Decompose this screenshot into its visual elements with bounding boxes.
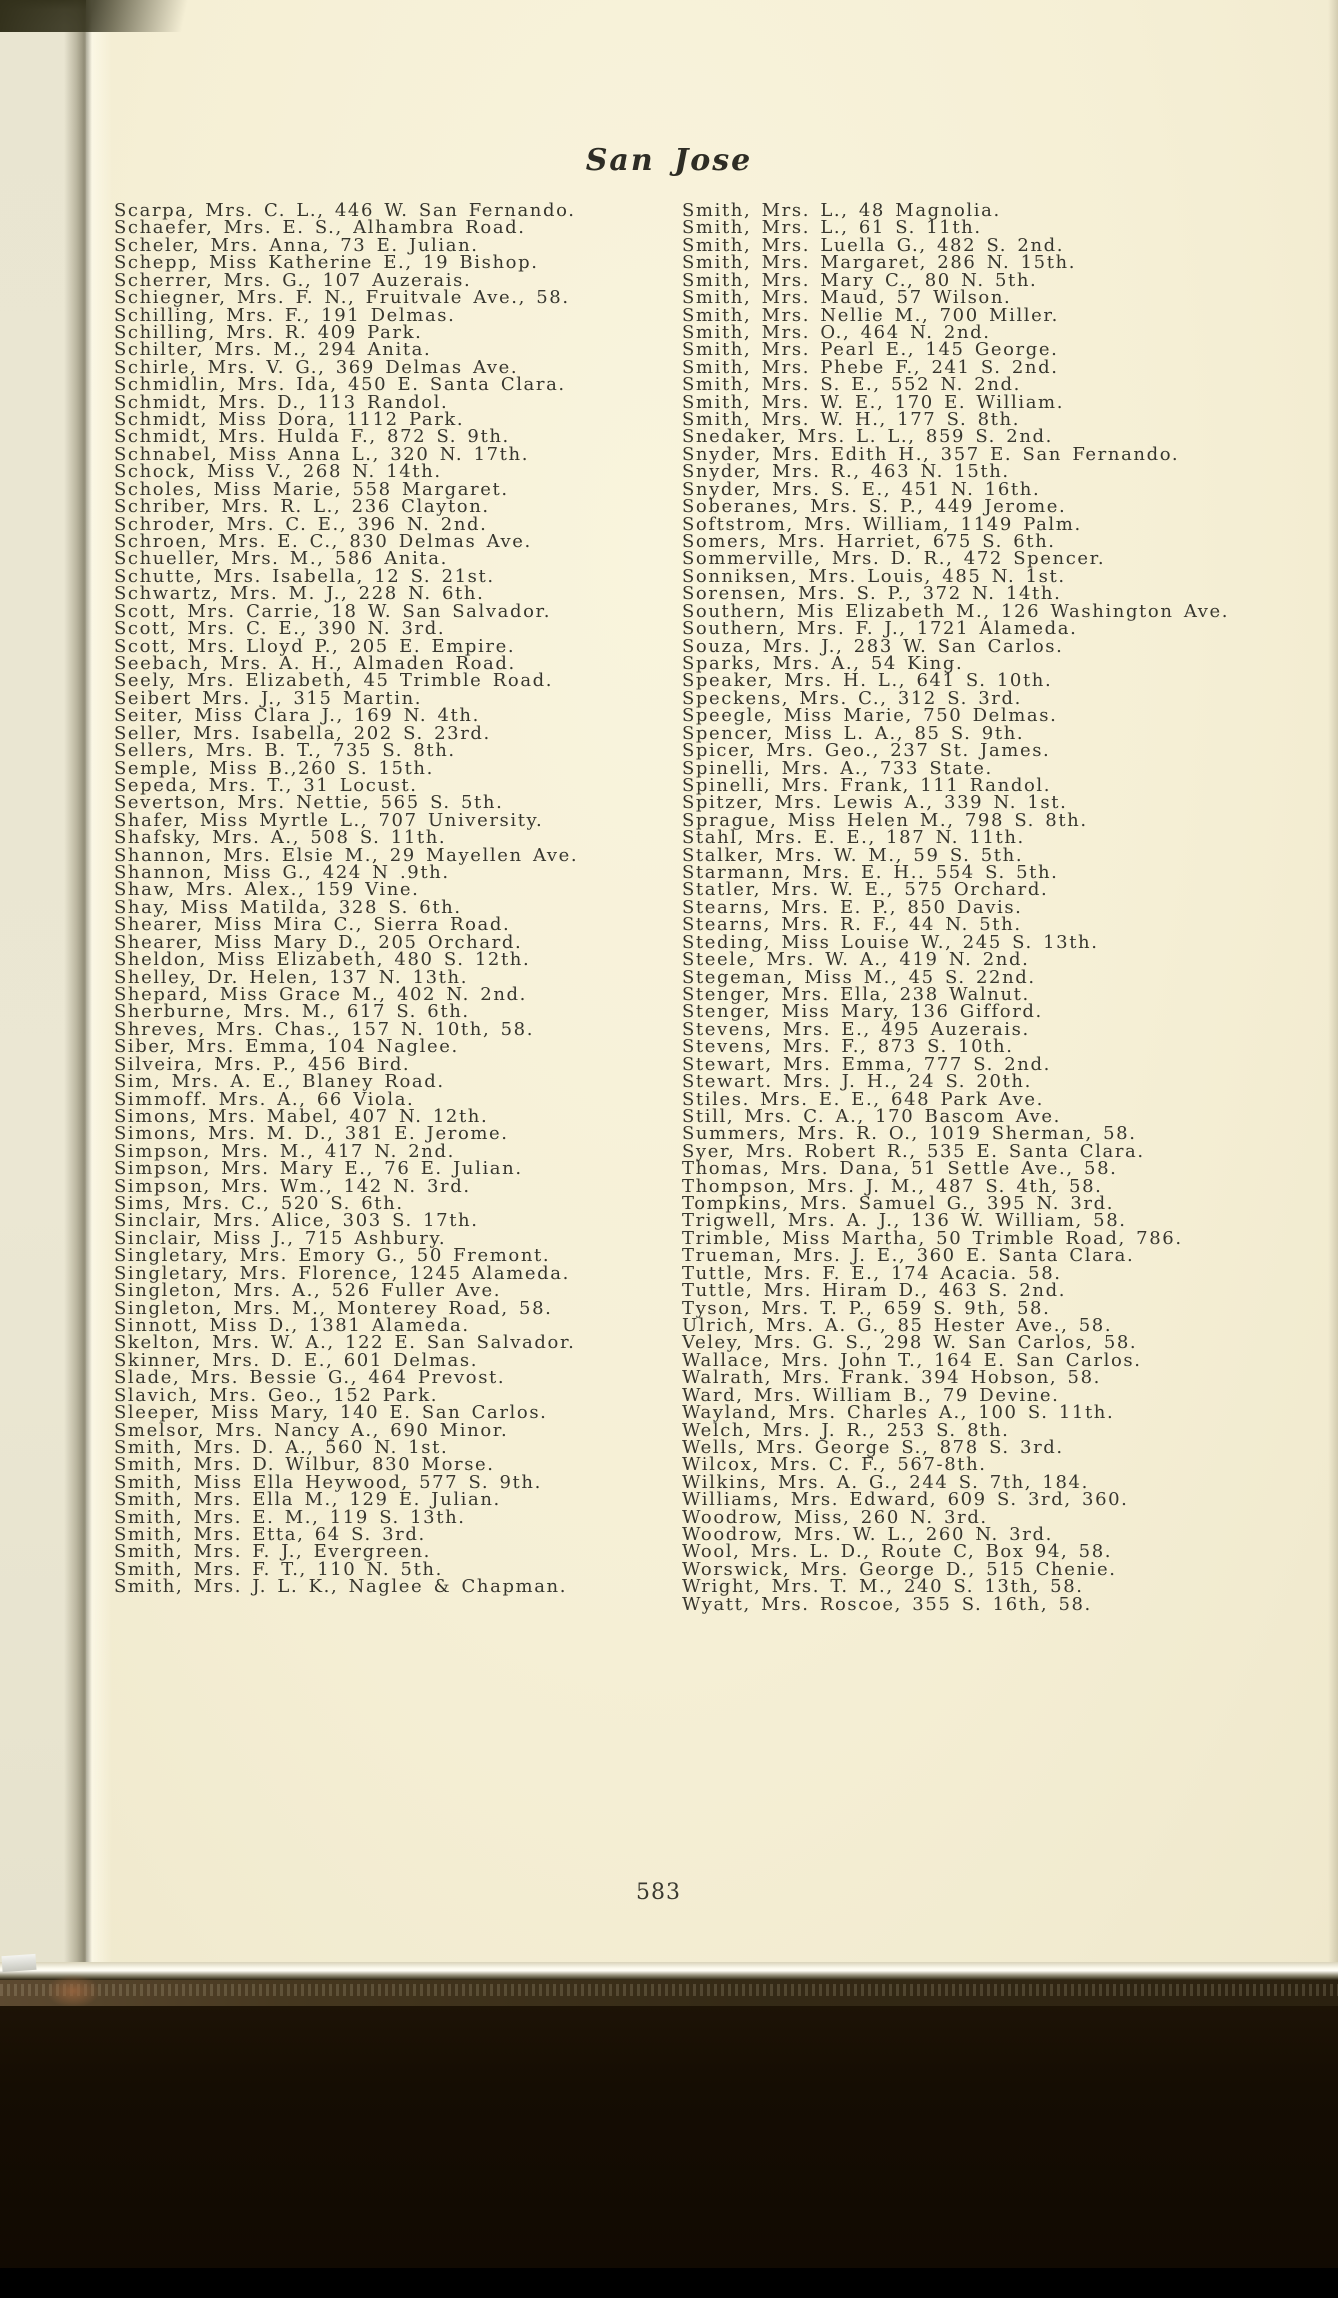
directory-entry: Schmidt, Mrs. D., 113 Randol. bbox=[114, 391, 449, 413]
directory-entry: Sinclair, Mrs. Alice, 303 S. 17th. bbox=[114, 1210, 479, 1232]
directory-entry: Slade, Mrs. Bessie G., 464 Prevost. bbox=[114, 1367, 506, 1389]
directory-entry: Simons, Mrs. M. D., 381 E. Jerome. bbox=[114, 1123, 509, 1145]
directory-entry: Seely, Mrs. Elizabeth, 45 Trimble Road. bbox=[114, 670, 554, 692]
directory-entry: Sorensen, Mrs. S. P., 372 N. 14th. bbox=[682, 583, 1062, 605]
directory-entry: Stewart. Mrs. J. H., 24 S. 20th. bbox=[682, 1071, 1032, 1093]
directory-entry: Scherrer, Mrs. G., 107 Auzerais. bbox=[114, 269, 472, 291]
directory-entry: Smelsor, Mrs. Nancy A., 690 Minor. bbox=[114, 1419, 509, 1441]
directory-entry: Sommerville, Mrs. D. R., 472 Spencer. bbox=[682, 548, 1106, 570]
binding-weave-texture bbox=[0, 1984, 1338, 1996]
directory-entry: Welch, Mrs. J. R., 253 S. 8th. bbox=[682, 1419, 1010, 1441]
directory-entry: Summers, Mrs. R. O., 1019 Sherman, 58. bbox=[682, 1123, 1137, 1145]
directory-entry: Singleton, Mrs. A., 526 Fuller Ave. bbox=[114, 1280, 502, 1302]
scan-dark-background bbox=[0, 2006, 1338, 2272]
directory-entry: Shannon, Miss G., 424 N .9th. bbox=[114, 862, 450, 884]
directory-entry: Smith, Mrs. S. E., 552 N. 2nd. bbox=[682, 374, 1021, 396]
directory-entry: Smith, Mrs. Etta, 64 S. 3rd. bbox=[114, 1524, 426, 1546]
directory-entry: Somers, Mrs. Harriet, 675 S. 6th. bbox=[682, 531, 1056, 553]
directory-entry: Schnabel, Miss Anna L., 320 N. 17th. bbox=[114, 443, 530, 465]
directory-entry: Wells, Mrs. George S., 878 S. 3rd. bbox=[682, 1436, 1064, 1458]
page-number: 583 bbox=[636, 1880, 681, 1905]
directory-entry: Sherburne, Mrs. M., 617 S. 6th. bbox=[114, 1001, 470, 1023]
directory-column-left bbox=[114, 202, 699, 1596]
book-binding-band bbox=[0, 1980, 1338, 2006]
directory-entry: Shearer, Miss Mira C., Sierra Road. bbox=[114, 914, 511, 936]
directory-entry: Southern, Mis Elizabeth M., 126 Washington Ave. bbox=[682, 600, 1230, 622]
directory-entry: Siber, Mrs. Emma, 104 Naglee. bbox=[114, 1036, 459, 1058]
directory-entry: Stewart, Mrs. Emma, 777 S. 2nd. bbox=[682, 1053, 1051, 1075]
directory-entry: Shelley, Dr. Helen, 137 N. 13th. bbox=[114, 966, 469, 988]
directory-entry: Simpson, Mrs. Mary E., 76 E. Julian. bbox=[114, 1158, 523, 1180]
directory-entry: Ward, Mrs. William B., 79 Devine. bbox=[682, 1384, 1060, 1406]
directory-entry: Wright, Mrs. T. M., 240 S. 13th, 58. bbox=[682, 1576, 1084, 1598]
directory-entry: Sparks, Mrs. A., 54 King. bbox=[682, 652, 964, 674]
directory-entry: Trueman, Mrs. J. E., 360 E. Santa Clara. bbox=[682, 1245, 1135, 1267]
directory-entry: Snyder, Mrs. R., 463 N. 15th. bbox=[682, 461, 1010, 483]
directory-entry: Singletary, Mrs. Emory G., 50 Fremont. bbox=[114, 1245, 551, 1267]
directory-entry: Seller, Mrs. Isabella, 202 S. 23rd. bbox=[114, 722, 491, 744]
directory-entry: Woodrow, Mrs. W. L., 260 N. 3rd. bbox=[682, 1524, 1053, 1546]
directory-entry: Trigwell, Mrs. A. J., 136 W. William, 58. bbox=[682, 1210, 1127, 1232]
directory-entry: Soberanes, Mrs. S. P., 449 Jerome. bbox=[682, 496, 1067, 518]
directory-entry: Schueller, Mrs. M., 586 Anita. bbox=[114, 548, 448, 570]
directory-entry: Stenger, Mrs. Ella, 238 Walnut. bbox=[682, 983, 1030, 1005]
directory-entry: Smith, Mrs. J. L. K., Naglee & Chapman. bbox=[114, 1576, 568, 1598]
directory-entry: Smith, Mrs. D. A., 560 N. 1st. bbox=[114, 1436, 449, 1458]
directory-entry: Schilling, Mrs. R. 409 Park. bbox=[114, 321, 423, 343]
directory-entry: Wyatt, Mrs. Roscoe, 355 S. 16th, 58. bbox=[682, 1593, 1092, 1615]
directory-entry: Spitzer, Mrs. Lewis A., 339 N. 1st. bbox=[682, 792, 1068, 814]
directory-entry: Smith, Mrs. Nellie M., 700 Miller. bbox=[682, 304, 1059, 326]
directory-entry: Smith, Mrs. F. J., Evergreen. bbox=[114, 1541, 431, 1563]
directory-entry: Wilcox, Mrs. C. F., 567-8th. bbox=[682, 1454, 987, 1476]
directory-entry: Shearer, Miss Mary D., 205 Orchard. bbox=[114, 931, 523, 953]
directory-entry: Tuttle, Mrs. Hiram D., 463 S. 2nd. bbox=[682, 1280, 1067, 1302]
scan-top-shadow bbox=[0, 0, 270, 32]
directory-entry: Stenger, Miss Mary, 136 Gifford. bbox=[682, 1001, 1043, 1023]
directory-entry: Simmoff. Mrs. A., 66 Viola. bbox=[114, 1088, 415, 1110]
directory-entry: Slavich, Mrs. Geo., 152 Park. bbox=[114, 1384, 439, 1406]
directory-entry: Wool, Mrs. L. D., Route C, Box 94, 58. bbox=[682, 1541, 1113, 1563]
directory-entry: Thomas, Mrs. Dana, 51 Settle Ave., 58. bbox=[682, 1158, 1118, 1180]
directory-entry: Shepard, Miss Grace M., 402 N. 2nd. bbox=[114, 983, 527, 1005]
directory-entry: Stevens, Mrs. E., 495 Auzerais. bbox=[682, 1018, 1030, 1040]
directory-entry: Wayland, Mrs. Charles A., 100 S. 11th. bbox=[682, 1402, 1115, 1424]
directory-entry: Smith, Mrs. E. M., 119 S. 13th. bbox=[114, 1506, 466, 1528]
directory-entry: Smith, Mrs. Maud, 57 Wilson. bbox=[682, 287, 1012, 309]
directory-entry: Simons, Mrs. Mabel, 407 N. 12th. bbox=[114, 1105, 489, 1127]
directory-entry: Worswick, Mrs. George D., 515 Chenie. bbox=[682, 1558, 1117, 1580]
directory-entry: Sprague, Miss Helen M., 798 S. 8th. bbox=[682, 809, 1088, 831]
directory-entry: Southern, Mrs. F. J., 1721 Alameda. bbox=[682, 618, 1078, 640]
directory-entry: Smith, Mrs. Margaret, 286 N. 15th. bbox=[682, 252, 1077, 274]
directory-entry: Tompkins, Mrs. Samuel G., 395 N. 3rd. bbox=[682, 1193, 1115, 1215]
directory-entry: Steding, Miss Louise W., 245 S. 13th. bbox=[682, 931, 1099, 953]
binding-fray-spot bbox=[46, 1974, 100, 2008]
directory-entry: Spinelli, Mrs. A., 733 State. bbox=[682, 757, 993, 779]
directory-entry: Schock, Miss V., 268 N. 14th. bbox=[114, 461, 442, 483]
directory-entry: Smith, Mrs. L., 48 Magnolia. bbox=[682, 200, 1001, 221]
directory-entry: Wilkins, Mrs. A. G., 244 S. 7th, 184. bbox=[682, 1471, 1089, 1493]
directory-entry: Simpson, Mrs. Wm., 142 N. 3rd. bbox=[114, 1175, 471, 1197]
directory-entry: Smith, Mrs. D. Wilbur, 830 Morse. bbox=[114, 1454, 495, 1476]
directory-entry: Wallace, Mrs. John T., 164 E. San Carlos. bbox=[682, 1349, 1142, 1371]
directory-entry: Skinner, Mrs. D. E., 601 Delmas. bbox=[114, 1349, 479, 1371]
page-bottom-edge bbox=[0, 1962, 1338, 1980]
directory-entry: Singleton, Mrs. M., Monterey Road, 58. bbox=[114, 1297, 553, 1319]
directory-entry: Syer, Mrs. Robert R., 535 E. Santa Clara. bbox=[682, 1140, 1145, 1162]
directory-entry: Stearns, Mrs. E. P., 850 Davis. bbox=[682, 896, 1023, 918]
directory-entry: Snyder, Mrs. Edith H., 357 E. San Fernando. bbox=[682, 443, 1180, 465]
directory-entry: Smith, Mrs. Pearl E., 145 George. bbox=[682, 339, 1059, 361]
directory-entry: Schmidlin, Mrs. Ida, 450 E. Santa Clara. bbox=[114, 374, 566, 396]
directory-entry: Tyson, Mrs. T. P., 659 S. 9th, 58. bbox=[682, 1297, 1051, 1319]
directory-entry: Spinelli, Mrs. Frank, 111 Randol. bbox=[682, 774, 1052, 796]
directory-entry: Shafsky, Mrs. A., 508 S. 11th. bbox=[114, 827, 447, 849]
directory-entry: Still, Mrs. C. A., 170 Bascom Ave. bbox=[682, 1105, 1061, 1127]
directory-entry: Schroen, Mrs. E. C., 830 Delmas Ave. bbox=[114, 531, 532, 553]
directory-entry: Scott, Mrs. Carrie, 18 W. San Salvador. bbox=[114, 600, 552, 622]
directory-entry: Scarpa, Mrs. C. L., 446 W. San Fernando. bbox=[114, 200, 576, 221]
directory-entry: Smith, Mrs. L., 61 S. 11th. bbox=[682, 217, 982, 239]
directory-entry: Spicer, Mrs. Geo., 237 St. James. bbox=[682, 740, 1051, 762]
directory-entry: Steele, Mrs. W. A., 419 N. 2nd. bbox=[682, 949, 1030, 971]
directory-entry: Schaefer, Mrs. E. S., Alhambra Road. bbox=[114, 217, 526, 239]
directory-entry: Schilling, Mrs. F., 191 Delmas. bbox=[114, 304, 456, 326]
directory-entry: Starmann, Mrs. E. H.. 554 S. 5th. bbox=[682, 862, 1059, 884]
directory-entry: Scott, Mrs. Lloyd P., 205 E. Empire. bbox=[114, 635, 516, 657]
directory-entry: Simpson, Mrs. M., 417 N. 2nd. bbox=[114, 1140, 455, 1162]
directory-entry: Semple, Miss B.,260 S. 15th. bbox=[114, 757, 434, 779]
directory-entry: Stalker, Mrs. W. M., 59 S. 5th. bbox=[682, 844, 1024, 866]
directory-entry: Veley, Mrs. G. S., 298 W. San Carlos, 58. bbox=[682, 1332, 1138, 1354]
directory-entry: Scholes, Miss Marie, 558 Margaret. bbox=[114, 478, 509, 500]
page-corner-notch bbox=[1, 1954, 36, 1972]
directory-entry: Seibert Mrs. J., 315 Martin. bbox=[114, 687, 423, 709]
directory-entry: Stevens, Mrs. F., 873 S. 10th. bbox=[682, 1036, 1014, 1058]
directory-entry: Singletary, Mrs. Florence, 1245 Alameda. bbox=[114, 1262, 570, 1284]
directory-entry: Schmidt, Miss Dora, 1112 Park. bbox=[114, 409, 465, 431]
directory-entry: Shannon, Mrs. Elsie M., 29 Mayellen Ave. bbox=[114, 844, 579, 866]
directory-entry: Smith, Mrs. O., 464 N. 2nd. bbox=[682, 321, 991, 343]
page-title: San Jose bbox=[585, 143, 753, 178]
directory-entry: Schiegner, Mrs. F. N., Fruitvale Ave., 58. bbox=[114, 287, 570, 309]
directory-entry: Schepp, Miss Katherine E., 19 Bishop. bbox=[114, 252, 539, 274]
directory-entry: Smith, Mrs. F. T., 110 N. 5th. bbox=[114, 1558, 443, 1580]
directory-entry: Smith, Mrs. Mary C., 80 N. 5th. bbox=[682, 269, 1038, 291]
directory-entry: Ulrich, Mrs. A. G., 85 Hester Ave., 58. bbox=[682, 1315, 1113, 1336]
directory-entry: Schriber, Mrs. R. L., 236 Clayton. bbox=[114, 496, 490, 518]
directory-entry: Walrath, Mrs. Frank. 394 Hobson, 58. bbox=[682, 1367, 1101, 1389]
directory-entry: Seiter, Miss Clara J., 169 N. 4th. bbox=[114, 705, 480, 727]
directory-entry: Schroder, Mrs. C. E., 396 N. 2nd. bbox=[114, 513, 488, 535]
directory-entry: Scott, Mrs. C. E., 390 N. 3rd. bbox=[114, 618, 446, 640]
directory-entry: Snedaker, Mrs. L. L., 859 S. 2nd. bbox=[682, 426, 1053, 448]
directory-entry: Sellers, Mrs. B. T., 735 S. 8th. bbox=[114, 740, 456, 762]
directory-entry: Smith, Mrs. W. E., 170 E. William. bbox=[682, 391, 1065, 413]
directory-entry: Schwartz, Mrs. M. J., 228 N. 6th. bbox=[114, 583, 485, 605]
directory-entry: Sleeper, Miss Mary, 140 E. San Carlos. bbox=[114, 1402, 548, 1424]
directory-entry: Smith, Mrs. Ella M., 129 E. Julian. bbox=[114, 1489, 501, 1511]
directory-entry: Stegeman, Miss M., 45 S. 22nd. bbox=[682, 966, 1036, 988]
directory-entry: Trimble, Miss Martha, 50 Trimble Road, 786. bbox=[682, 1227, 1183, 1249]
directory-entry: Schutte, Mrs. Isabella, 12 S. 21st. bbox=[114, 565, 495, 587]
directory-entry: Stahl, Mrs. E. E., 187 N. 11th. bbox=[682, 827, 1025, 849]
directory-entry: Schirle, Mrs. V. G., 369 Delmas Ave. bbox=[114, 356, 519, 378]
directory-column-right bbox=[682, 202, 1338, 1613]
directory-entry: Shaw, Mrs. Alex., 159 Vine. bbox=[114, 879, 420, 901]
directory-entry: Speegle, Miss Marie, 750 Delmas. bbox=[682, 705, 1058, 727]
directory-entry: Scheler, Mrs. Anna, 73 E. Julian. bbox=[114, 234, 479, 256]
directory-entry: Smith, Mrs. W. H., 177 S. 8th. bbox=[682, 409, 1021, 431]
gutter-shadow bbox=[64, 0, 92, 1974]
directory-entry: Smith, Mrs. Phebe F., 241 S. 2nd. bbox=[682, 356, 1059, 378]
directory-entry: Woodrow, Miss, 260 N. 3rd. bbox=[682, 1506, 988, 1528]
directory-entry: Sim, Mrs. A. E., Blaney Road. bbox=[114, 1071, 445, 1093]
directory-entry: Severtson, Mrs. Nettie, 565 S. 5th. bbox=[114, 792, 504, 814]
directory-entry: Shay, Miss Matilda, 328 S. 6th. bbox=[114, 896, 462, 918]
directory-entry: Williams, Mrs. Edward, 609 S. 3rd, 360. bbox=[682, 1489, 1129, 1511]
directory-entry: Silveira, Mrs. P., 456 Bird. bbox=[114, 1053, 411, 1075]
directory-entry: Spencer, Miss L. A., 85 S. 9th. bbox=[682, 722, 1025, 744]
directory-entry: Souza, Mrs. J., 283 W. San Carlos. bbox=[682, 635, 1064, 657]
directory-entry: Sepeda, Mrs. T., 31 Locust. bbox=[114, 774, 418, 796]
directory-entry: Softstrom, Mrs. William, 1149 Palm. bbox=[682, 513, 1082, 535]
directory-entry: Shreves, Mrs. Chas., 157 N. 10th, 58. bbox=[114, 1018, 535, 1040]
directory-entry: Sims, Mrs. C., 520 S. 6th. bbox=[114, 1193, 404, 1215]
scan-black-border bbox=[0, 2268, 1338, 2298]
directory-entry: Speckens, Mrs. C., 312 S. 3rd. bbox=[682, 687, 1022, 709]
directory-entry: Tuttle, Mrs. F. E., 174 Acacia. 58. bbox=[682, 1262, 1062, 1284]
directory-entry: Schilter, Mrs. M., 294 Anita. bbox=[114, 339, 432, 361]
directory-entry: Smith, Miss Ella Heywood, 577 S. 9th. bbox=[114, 1471, 542, 1493]
directory-entry: Snyder, Mrs. S. E., 451 N. 16th. bbox=[682, 478, 1041, 500]
directory-entry: Shafer, Miss Myrtle L., 707 University. bbox=[114, 809, 544, 831]
directory-entry: Sinclair, Miss J., 715 Ashbury. bbox=[114, 1227, 447, 1249]
directory-entry: Stiles. Mrs. E. E., 648 Park Ave. bbox=[682, 1088, 1044, 1110]
directory-entry: Sinnott, Miss D., 1381 Alameda. bbox=[114, 1315, 470, 1336]
directory-entry: Thompson, Mrs. J. M., 487 S. 4th, 58. bbox=[682, 1175, 1103, 1197]
directory-entry: Smith, Mrs. Luella G., 482 S. 2nd. bbox=[682, 234, 1065, 256]
directory-entry: Statler, Mrs. W. E., 575 Orchard. bbox=[682, 879, 1049, 901]
directory-entry: Schmidt, Mrs. Hulda F., 872 S. 9th. bbox=[114, 426, 510, 448]
directory-entry: Stearns, Mrs. R. F., 44 N. 5th. bbox=[682, 914, 1022, 936]
directory-entry: Sonniksen, Mrs. Louis, 485 N. 1st. bbox=[682, 565, 1066, 587]
directory-entry: Skelton, Mrs. W. A., 122 E. San Salvador. bbox=[114, 1332, 576, 1354]
directory-entry: Speaker, Mrs. H. L., 641 S. 10th. bbox=[682, 670, 1053, 692]
directory-entry: Seebach, Mrs. A. H., Almaden Road. bbox=[114, 652, 516, 674]
directory-entry: Sheldon, Miss Elizabeth, 480 S. 12th. bbox=[114, 949, 531, 971]
